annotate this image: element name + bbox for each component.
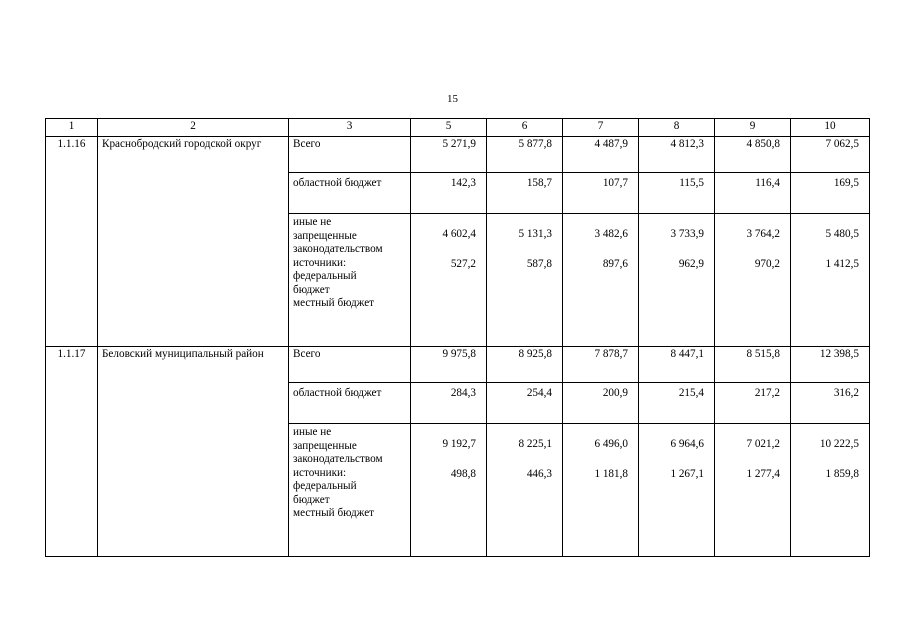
other-sources-label [289,424,411,557]
total-value: 9 975,8 [411,347,487,383]
spacer [567,214,628,228]
other-sources-values [791,424,870,557]
total-value: 4 812,3 [639,137,715,173]
spacer [491,424,552,438]
regional-value: 142,3 [411,173,487,214]
other-sources-values [639,424,715,557]
federal-budget-value: 7 021,2 [746,437,780,450]
federal-budget-value: 6 496,0 [594,437,628,450]
other-sources-values [715,214,791,347]
regional-label: областной бюджет [289,173,411,214]
federal-budget-value: 3 764,2 [746,227,780,240]
total-value: 5 877,8 [487,137,563,173]
other-sources-label-line: запрещенные [293,229,357,242]
local-budget-value: 1 267,1 [670,468,704,480]
other-sources-label-line: иные не [293,426,332,438]
regional-label: областной бюджет [289,383,411,424]
total-value: 12 398,5 [791,347,870,383]
spacer [491,241,552,258]
other-sources-label [289,214,411,347]
federal-budget-value: 9 192,7 [442,437,476,450]
other-sources-label-line: законодательством [293,453,383,465]
table-row-total [46,137,870,173]
other-sources-values [487,424,563,557]
spacer [795,424,859,438]
spacer [719,214,780,228]
spacer [643,424,704,438]
spacer [415,241,476,258]
federal-budget-value: 10 222,5 [819,437,859,450]
local-budget-value: 897,6 [602,258,628,270]
total-value: 8 515,8 [715,347,791,383]
total-value: 4 487,9 [563,137,639,173]
header-cell: 7 [563,119,639,137]
total-label: Всего [289,347,411,383]
local-budget-value: 970,2 [754,258,780,270]
other-sources-label-line: федеральный [293,480,357,492]
local-budget-value: 962,9 [678,258,704,270]
federal-budget-value: 4 602,4 [442,227,476,240]
regional-value: 107,7 [563,173,639,214]
header-cell: 2 [98,119,289,137]
spacer [795,241,859,258]
page-number: 15 [447,93,458,105]
total-value: 8 925,8 [487,347,563,383]
row-name: Краснобродский городской округ [98,137,289,347]
total-value: 5 271,9 [411,137,487,173]
local-budget-value: 587,8 [526,258,552,270]
other-sources-values [563,214,639,347]
spacer [491,451,552,468]
spacer [643,214,704,228]
regional-value: 215,4 [639,383,715,424]
spacer [567,424,628,438]
spacer [643,241,704,258]
regional-value: 200,9 [563,383,639,424]
other-sources-label-line: местный бюджет [293,507,375,519]
row-code: 1.1.17 [46,347,98,557]
other-sources-label-line: местный бюджет [293,297,375,309]
regional-value: 254,4 [487,383,563,424]
spacer [567,451,628,468]
header-cell: 8 [639,119,715,137]
federal-budget-value: 8 225,1 [518,437,552,450]
federal-budget-value: 3 482,6 [594,227,628,240]
regional-value: 284,3 [411,383,487,424]
local-budget-value: 1 412,5 [825,258,859,270]
other-sources-label-line: бюджет [293,493,330,506]
header-row [46,119,870,137]
spacer [415,451,476,468]
other-sources-label-line: иные не [293,216,332,228]
other-sources-label-line: источники: [293,256,347,269]
total-label: Всего [289,137,411,173]
spacer [567,241,628,258]
other-sources-label-line: законодательством [293,243,383,255]
spacer [415,424,476,438]
regional-value: 217,2 [715,383,791,424]
spacer [795,451,859,468]
spacer [491,214,552,228]
regional-value: 116,4 [715,173,791,214]
other-sources-label-line: федеральный [293,270,357,282]
local-budget-value: 1 859,8 [825,468,859,480]
spacer [643,451,704,468]
regional-value: 158,7 [487,173,563,214]
other-sources-values [487,214,563,347]
other-sources-values [411,214,487,347]
other-sources-values [411,424,487,557]
total-value: 4 850,8 [715,137,791,173]
header-cell: 5 [411,119,487,137]
total-value: 7 062,5 [791,137,870,173]
regional-value: 316,2 [791,383,870,424]
local-budget-value: 527,2 [450,258,476,270]
federal-budget-value: 3 733,9 [670,227,704,240]
other-sources-label-line: запрещенные [293,439,357,452]
other-sources-values [639,214,715,347]
header-cell: 1 [46,119,98,137]
header-cell: 9 [715,119,791,137]
spacer [719,241,780,258]
total-value: 7 878,7 [563,347,639,383]
other-sources-values [715,424,791,557]
local-budget-value: 1 277,4 [746,468,780,480]
other-sources-label-line: источники: [293,466,347,479]
header-cell: 6 [487,119,563,137]
spacer [795,214,859,228]
local-budget-value: 446,3 [526,468,552,480]
table-row-total [46,347,870,383]
other-sources-values [791,214,870,347]
other-sources-label-line: бюджет [293,283,330,296]
row-code: 1.1.16 [46,137,98,347]
federal-budget-value: 5 131,3 [518,227,552,240]
other-sources-values [563,424,639,557]
spacer [719,424,780,438]
budget-table [45,118,870,557]
spacer [415,214,476,228]
spacer [719,451,780,468]
header-cell: 10 [791,119,870,137]
total-value: 8 447,1 [639,347,715,383]
regional-value: 169,5 [791,173,870,214]
local-budget-value: 1 181,8 [594,468,628,480]
regional-value: 115,5 [639,173,715,214]
header-cell: 3 [289,119,411,137]
federal-budget-value: 6 964,6 [670,437,704,450]
federal-budget-value: 5 480,5 [825,227,859,240]
local-budget-value: 498,8 [450,468,476,480]
row-name: Беловский муниципальный район [98,347,289,557]
